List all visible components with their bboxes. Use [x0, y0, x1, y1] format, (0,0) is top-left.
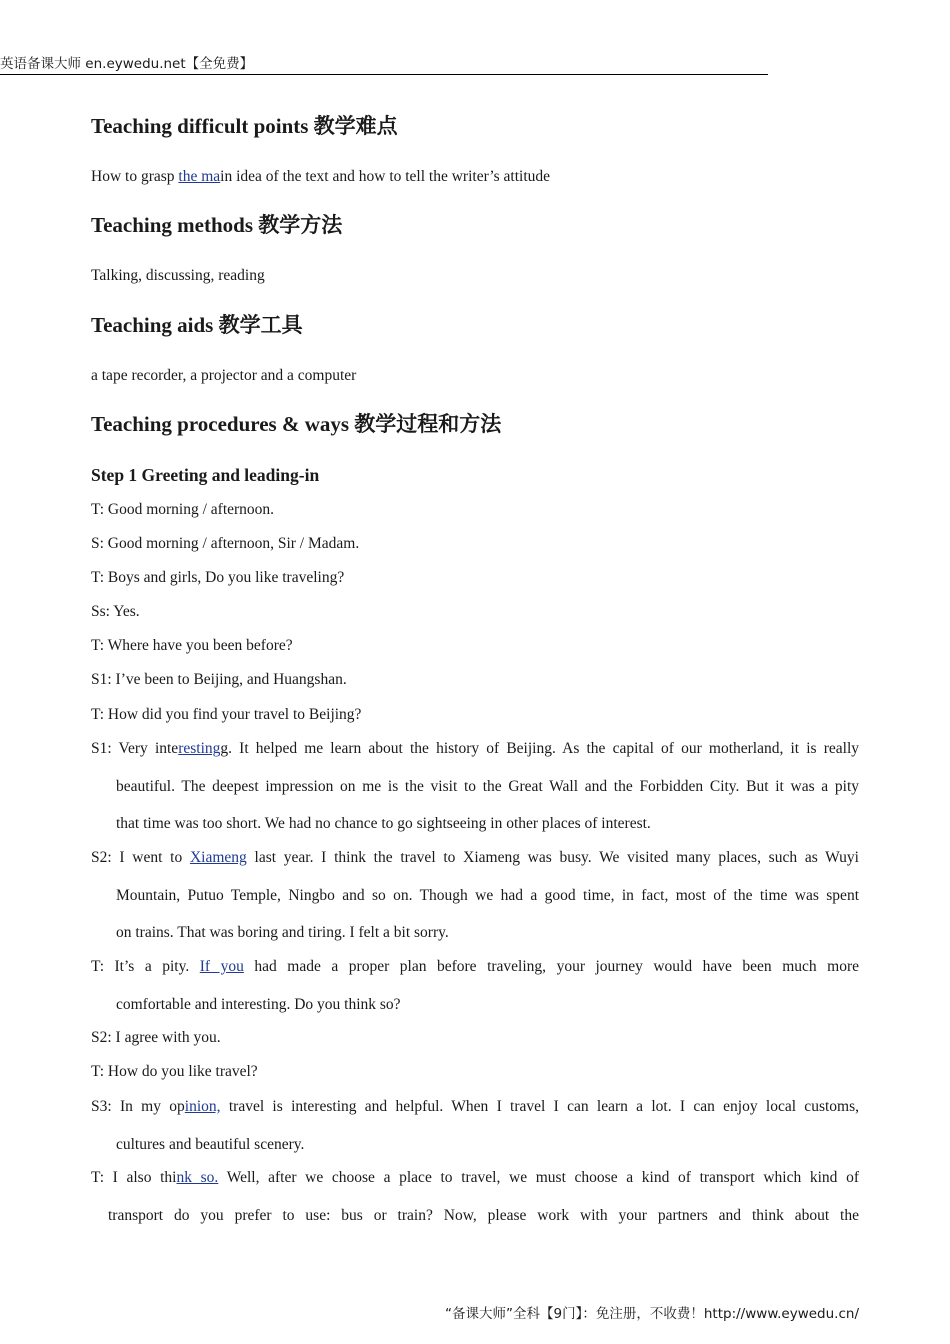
heading-teaching-procedures: Teaching procedures & ways 教学过程和方法 [91, 412, 502, 436]
text-link[interactable]: Xiameng [189, 849, 247, 866]
dialogue-paragraph-t4: T: I also think so. Well, after we choose a place to travel, we must choose a kind of transport which kind of transport do you prefer to use: bus or train? Now, please work with your partners and think about the [91, 1169, 859, 1224]
dialogue-line: S2: I agree with you. [91, 1029, 221, 1046]
page-header: 英语备课大师 en.eywedu.net【全免费】 [0, 54, 768, 75]
text-link[interactable]: inion, [184, 1098, 221, 1115]
dialogue-paragraph-s3: S3: In my opinion, travel is interesting and helpful. When I travel I can learn a lot. I can enjoy local customs, cultures and beautiful scenery. [91, 1098, 859, 1153]
dialogue-line: S: Good morning / afternoon, Sir / Madam. [91, 535, 360, 552]
dialogue-paragraph-t3: T: It’s a pity. If you had made a proper plan before traveling, your journey would have been much more comfortable and interesting. Do you think so? [91, 958, 860, 1013]
heading-difficult-points: Teaching difficult points 教学难点 [91, 114, 398, 138]
dialogue-paragraph-s2: S2: I went to Xiameng last year. I think the travel to Xiameng was busy. We visited many places, such as Wuyi Mountain, Putuo Temple, Ningbo and so on. Though we had a good time, in fact, most of the time was spent on trains. That was boring and tiring. I felt a bit sorry. [91, 849, 859, 941]
dialogue-line: T: Good morning / afternoon. [91, 501, 275, 518]
text-link[interactable]: the ma [178, 168, 221, 185]
dialogue-line: T: Where have you been before? [91, 637, 293, 654]
dialogue-line: T: How do you like travel? [91, 1063, 258, 1080]
heading-teaching-methods: Teaching methods 教学方法 [91, 213, 343, 237]
page-footer: “备课大师”全科【9门】：免注册，不收费！http://www.eywedu.cn/ [445, 1306, 859, 1322]
dialogue-line: S1: I’ve been to Beijing, and Huangshan. [91, 671, 347, 688]
dialogue-line: T: How did you find your travel to Beijing? [91, 706, 362, 723]
teaching-aids-text: a tape recorder, a projector and a computer [91, 367, 357, 384]
dialogue-line: Ss: Yes. [91, 603, 140, 620]
text-link[interactable]: resting [178, 740, 221, 757]
text-link[interactable]: If you [199, 958, 244, 975]
text-link[interactable]: nk so. [176, 1169, 219, 1186]
heading-teaching-aids: Teaching aids 教学工具 [91, 313, 303, 337]
heading-step-1: Step 1 Greeting and leading-in [91, 465, 320, 485]
difficult-points-text: How to grasp the main idea of the text and how to tell the writer’s attitude [91, 168, 551, 185]
teaching-methods-text: Talking, discussing, reading [91, 267, 265, 284]
dialogue-paragraph-s1: S1: Very interestingg. It helped me learn about the history of Beijing. As the capital of our motherland, it is really beautiful. The deepest impression on me is the visit to the Great Wall and the Forbidden City. But it was a pity that time was too short. We had no chance to go sightseeing in other places of interest. [91, 740, 860, 832]
dialogue-line: T: Boys and girls, Do you like traveling? [91, 569, 345, 586]
